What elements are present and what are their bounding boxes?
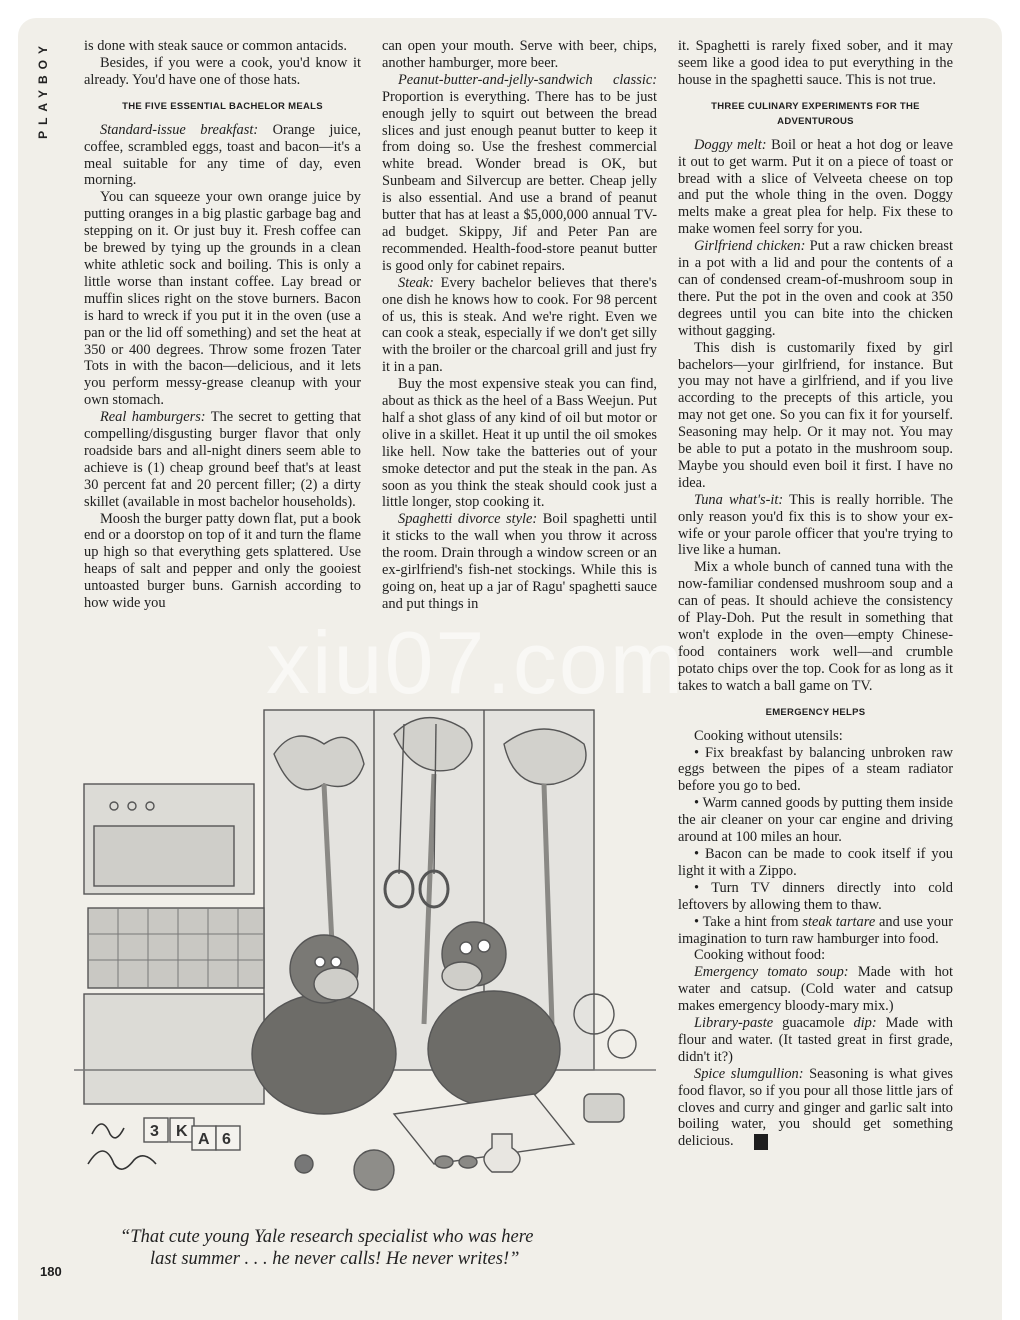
lead-in: Peanut-butter-and-jelly-sandwich classic: [398,71,657,88]
cartoon-illustration [74,694,656,1214]
paragraph: Cooking without utensils: [694,727,843,744]
paragraph: is done with steak sauce or common antacids. [84,38,347,54]
paragraph: Buy the most expensive steak you can find, about as thick as the heel of a Bass Weejun. Put half a shot glass of any kind of oil but motor or olive in a skillet. Heat it up until the oil smokes like hell. Now take the batteries out of your smoke detector and put the steak in the pan. As soon as you think the steak should cook just a little longer, stop cooking it. [382,376,657,511]
bullet-item: • Warm canned goods by putting them inside the air cleaner on your car engine and driving around at 100 miles an hour. [678,795,953,846]
block-label: 3 [150,1123,159,1140]
lead-in: Spice slumgullion: [694,1065,804,1082]
lead-in: Tuna what's-it: [694,491,784,508]
column-3 [678,38,953,1150]
bullet-item: • Turn TV dinners directly into cold leftovers by allowing them to thaw. [678,879,953,913]
end-mark-icon: Y [754,1134,768,1150]
column-2 [382,38,657,613]
bullet-item: • Fix breakfast by balancing unbroken raw eggs between the pipes of a steam radiator before you go to bed. [678,744,953,795]
paragraph: You can squeeze your own orange juice by putting oranges in a big plastic garbage bag and stepping on it. Or just buy it. Fresh coffee can be brewed by tying up the grounds in a clean white athletic sock and boiling. This is only a little worse than instant coffee. Lay bread or muffin slices right on the stove burners. Bacon is hard to wreck if you put it in the oven (use a pan or the lid off something) and set the heat at 350 or 400 degrees. Throw some frozen Tater Tots in with the bacon—delicious, and it lets you perform messy-grease cleanup with your own stomach. [84,189,361,409]
paragraph: it. Spaghetti is rarely fixed sober, and it may seem like a good idea to put everything in the house in the spaghetti sauce. This is not true. [678,38,953,88]
paragraph: This dish is customarily fixed by girl bachelors—your girlfriend, for instance. But you may not have a girlfriend, and if you live according to the precepts of this article, you may not get one. So you can fix it for yourself. Seasoning may help. Or it may not. You may be able to put a potato in the mushroom soup. Maybe you should even boil it first. I have no idea. [678,339,953,491]
paragraph: Tuna what's-it: This is really horrible. The only reason you'd fix this is to show your ex-wife or your parole officer that you're trying to live like a human. [678,491,954,559]
page-number: 180 [40,1264,62,1279]
paragraph: Steak: Every bachelor believes that there's one dish he knows how to cook. For 98 percent of us, this is steak. And we're right. Even we can cook a steak, especially if we don't get silly with the broiler or the charcoal grill and just fry it in a pan. [382,274,657,376]
block-label: A [198,1131,210,1148]
cartoon-caption: “That cute young Yale research specialist who was here last summer . . . he never calls! He never writes!” [120,1227,534,1269]
lead-in: Spaghetti divorce style: [398,511,538,528]
section-heading: EMERGENCY HELPS [765,706,866,718]
section-heading: THE FIVE ESSENTIAL BACHELOR MEALS [122,100,323,112]
column-1 [84,38,361,612]
paragraph: Cooking without food: [694,947,826,964]
paragraph: Girlfriend chicken: Put a raw chicken breast in a pot with a lid and pour the contents of a can of condensed cream-of-mushroom soup in there. Put the pot in the oven and cook at 350 degrees until you can bite into the chicken without gagging. [678,238,953,339]
lead-in: Steak: [398,274,434,291]
paragraph: Peanut-butter-and-jelly-sandwich classic: Proportion is everything. There has to be just enough jelly to squirt out between the bread slices and just enough peanut butter to keep it from doing so. Use the freshest commercial white bread. Wonder bread is OK, but Sunbeam and Silvercup are better. Cheap jelly is also essential. And use a brand of peanut butter that has at least a $5,000,000 annual TV-ad budget. Skippy, Jif and Peter Pan are recommended. Health-food-store peanut butter is good only for cabinet repairs. [382,71,657,274]
paragraph: Mix a whole bunch of canned tuna with the now-familiar condensed mushroom soup and a can of peas. It should achieve the consistency of Play-Doh. Put the result in something that won't explode in the oven—empty Chinese-food containers work well—and crumble potato chips over the top. Cook for as long as it takes to watch a ball game on TV. [678,559,953,694]
paragraph: Spaghetti divorce style: Boil spaghetti until it sticks to the wall when you throw it across the room. Drain through a window screen or an ex-girlfriend's fish-net stockings. While this is going on, heat up a jar of Ragu' spaghetti sauce and put things in [382,511,657,612]
block-label: 6 [222,1131,231,1148]
lead-in: Real hamburgers: [100,409,206,426]
paragraph: Moosh the burger patty down flat, put a book end or a doorstop on top of it and turn the flame up high so that everything gets splattered. Use heaps of salt and pepper and only the gooiest untoasted burger buns. Garnish according to how wide you [84,510,361,612]
lead-in: Emergency tomato soup: [694,964,849,981]
section-heading: THREE CULINARY EXPERIMENTS FOR THE ADVENTUROUS [711,100,920,127]
lead-in: Girlfriend chicken: [694,238,806,255]
spine-title: PLAYBOY [36,40,50,139]
lead-in: Library-paste [694,1015,774,1032]
lead-in: Standard-issue breakfast: [100,121,259,138]
paragraph: Emergency tomato soup: Made with hot water and catsup. (Cold water and catsup makes emergency bloody-mary mix.) [678,964,953,1015]
bullet-item: • Bacon can be made to cook itself if you light it with a Zippo. [678,845,953,879]
paragraph: Besides, if you were a cook, you'd know it already. You'd have one of those hats. [84,54,361,88]
lead-in: Doggy melt: [694,136,767,153]
bullet-item: • Take a hint from steak tartare and use your imagination to turn raw hamburger into food. [678,913,953,947]
paragraph: Doggy melt: Boil or heat a hot dog or leave it out to get warm. Put it on a piece of toast or bread with a slice of Velveeta cheese on top and put the whole thing in the oven. Doggy melts make a great plea for help. Fix these to make women feel sorry for you. [678,136,953,238]
paragraph: Library-paste guacamole dip: Made with flour and water. (It tasted great in first grade, didn't it?) [678,1015,953,1065]
paragraph: Standard-issue breakfast: Orange juice, coffee, scrambled eggs, toast and bacon—it's a meal suitable for any time of day, even morning. [84,121,361,189]
block-label: K [176,1123,188,1140]
paragraph: Real hamburgers: The secret to getting that compelling/disgusting burger flavor that only roadside bars and all-night diners seem able to achieve is (1) cheap ground beef that's at least 30 percent fat and 20 percent filler; (2) a dirty skillet (available in most bachelor households). [84,409,361,510]
watermark: xiu07.com [266,613,686,712]
paragraph: can open your mouth. Serve with beer, chips, another hamburger, more beer. [382,38,657,71]
paragraph: Spice slumgullion: Seasoning is what gives food flavor, so if you pour all those little jars of cloves and curry and ginger and garlic salt into boiling water, you should get something delicious. Y [678,1065,953,1150]
